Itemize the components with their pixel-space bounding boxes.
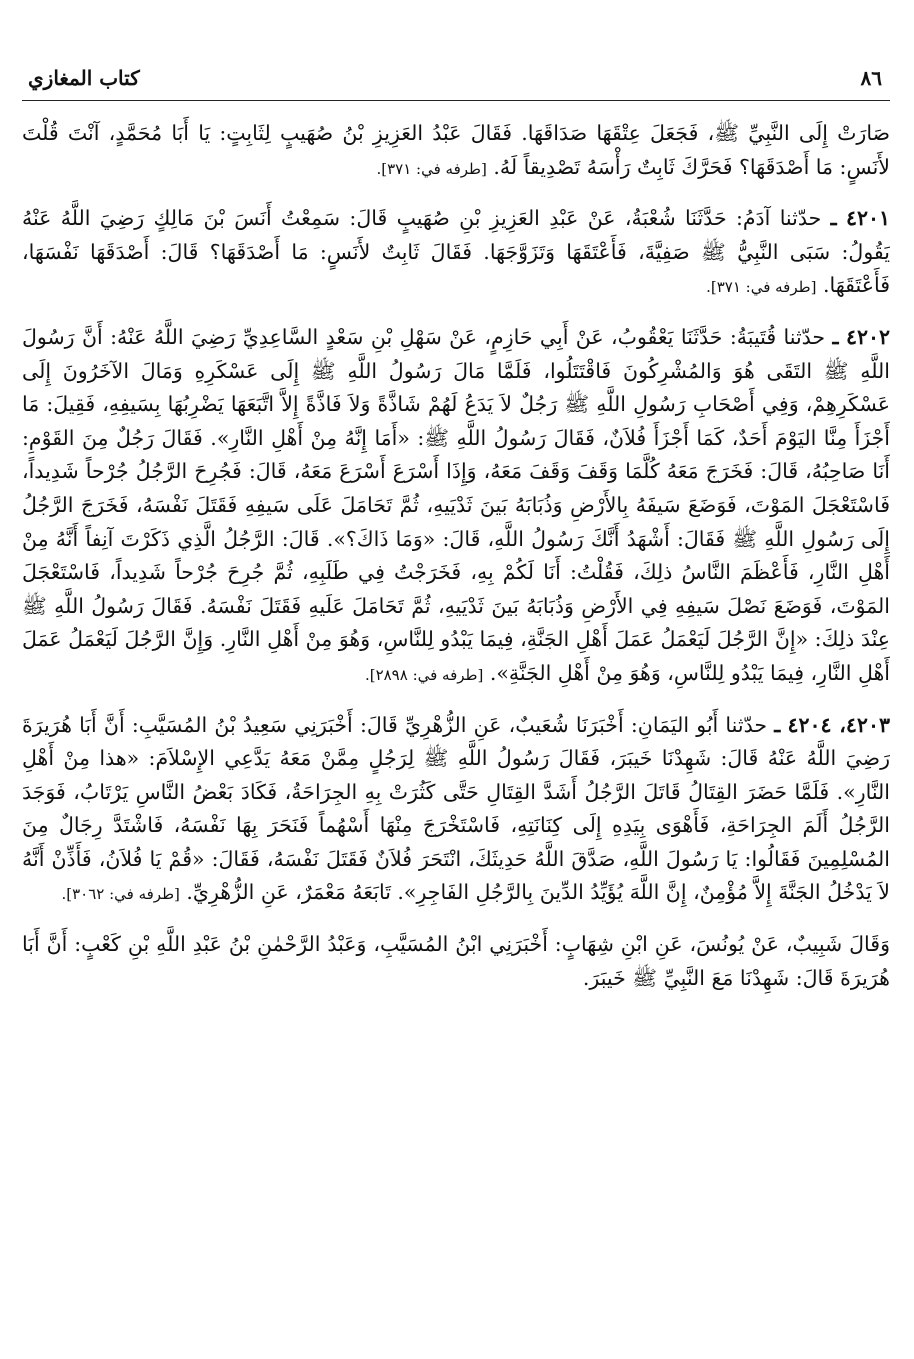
paragraph-text: وَقَالَ شَبِيبٌ، عَنْ يُونُسَ، عَنِ ابْنِ شِهَابٍ: أَخْبَرَنِي ابْنُ المُسَيَّبِ، وَعَبْدُ الرَّحْمٰنِ بْنُ عَبْدِ اللَّهِ بْنِ كَعْبٍ: أَنَّ أَبَا هُرَيرَةَ قَالَ: شَهِدْنَا مَعَ النَّبِيِّ ﷺ خَيبَرَ. (22, 932, 890, 990)
hadith-text: حدّثنا أَبُو اليَمَانِ: أَخْبَرَنَا شُعَيبٌ، عَنِ الزُّهْرِيِّ قَالَ: أَخْبَرَنِي سَعِيدُ بْنُ المُسَيَّبِ: أَنَّ أَبَا هُرَيرَةَ رَضِيَ اللَّهُ عَنْهُ قَالَ: شَهِدْنَا خَيبَرَ، فَقَالَ رَسُولُ اللَّهِ ﷺ لِرَجُلٍ مِمَّنْ مَعَهُ يَدَّعِي الإِسْلاَمَ: «هذا مِنْ أَهْلِ النَّارِ». فَلَمَّا حَضَرَ القِتَالُ قَاتَلَ الرَّجُلُ أَشَدَّ القِتَالِ حَتَّى كَثُرَتْ بِهِ الجِرَاحَةُ، فَكَادَ بَعْضُ النَّاسِ يَرْتَابُ، فَوَجَدَ الرَّجُلُ أَلَمَ الجِرَاحَةِ، فَأَهْوَى بِيَدِهِ إِلَى كِنَانَتِهِ، فَاسْتَخْرَجَ مِنْهَا أَسْهُماً فَنَحَرَ بِهَا نَفْسَهُ، فَاشْتَدَّ رِجَالٌ مِنَ المُسْلِمِينَ فَقَالُوا: يَا رَسُولَ اللَّهِ، صَدَّقَ اللَّهُ حَدِيثَكَ، انْتَحَرَ فُلاَنٌ فَقَتَلَ نَفْسَهُ، فَقَالَ: «قُمْ يَا فُلاَنُ، فَأَذِّنْ أَنَّهُ لاَ يَدْخُلُ الجَنَّةَ إِلاَّ مُؤْمِنٌ، إِنَّ اللَّهَ يُؤَيِّدُ الدِّينَ بِالرَّجُلِ الفَاجِرِ». تَابَعَهُ مَعْمَرٌ، عَنِ الزُّهْرِيِّ. (22, 712, 890, 905)
hadith-paragraph (22, 202, 890, 305)
hadith-paragraph (22, 709, 890, 913)
page-number: ٨٦ (860, 66, 882, 90)
text-paragraph (22, 117, 890, 186)
hadith-text: حدّثنا قُتَيبَةُ: حَدَّثَنَا يَعْقُوبُ، عَنْ أَبِي حَازِمٍ، عَنْ سَهْلِ بْنِ سَعْدٍ السَّاعِدِيِّ رَضِيَ اللَّهُ عَنْهُ: أَنَّ رَسُولَ اللَّهِ ﷺ التَقَى هُوَ وَالمُشْرِكُونَ فَاقْتَتَلُوا، فَلَمَّا مَالَ رَسُولُ اللَّهِ ﷺ إِلَى عَسْكَرِهِ وَمَالَ الآخَرُونَ إِلَى عَسْكَرِهِمْ، وَفِي أَصْحَابِ رَسُولِ اللَّهِ ﷺ رَجُلٌ لاَ يَدَعُ لَهُمْ شَاذَّةً وَلاَ فَاذَّةً إِلاَّ اتَّبَعَهَا يَضْرِبُهَا بِسَيفِهِ، فَقِيلَ: مَا أَجْزَأَ مِنَّا اليَوْمَ أَحَدٌ، كَمَا أَجْزَأَ فُلاَنٌ، فَقَالَ رَسُولُ اللَّهِ ﷺ: «أَمَا إِنَّهُ مِنْ أَهْلِ النَّارِ». فَقَالَ رَجُلٌ مِنَ القَوْمِ: أَنَا صَاحِبُهُ، قَالَ: فَخَرَجَ مَعَهُ كُلَّمَا وَقَفَ وَقَفَ مَعَهُ، وَإِذَا أَسْرَعَ أَسْرَعَ مَعَهُ، قَالَ: فَجُرِحَ الرَّجُلُ جُرْحاً شَدِيداً، فَاسْتَعْجَلَ المَوْتَ، فَوَضَعَ سَيفَهُ بِالأَرْضِ وَذُبَابَهُ بَينَ ثَدْيَيهِ، ثُمَّ تَحَامَلَ عَلَى سَيفِهِ فَقَتَلَ نَفْسَهُ، فَخَرَجَ الرَّجُلُ إِلَى رَسُولِ اللَّهِ ﷺ فَقَالَ: أَشْهَدُ أَنَّكَ رَسُولُ اللَّهِ، قَالَ: «وَمَا ذَاكَ؟». قَالَ: الرَّجُلُ الَّذِي ذَكَرْتَ آنِفاً أَنَّهُ مِنْ أَهْلِ النَّارِ، فَأَعْظَمَ النَّاسُ ذلِكَ، فَقُلْتُ: أَنَا لَكُمْ بِهِ، فَخَرَجْتُ فِي طَلَبِهِ، ثُمَّ جُرِحَ جُرْحاً شَدِيداً، فَاسْتَعْجَلَ المَوْتَ، فَوَضَعَ نَصْلَ سَيفِهِ فِي الأَرْضِ وَذُبَابَهُ بَينَ ثَدْيَيهِ، ثُمَّ تَحَامَلَ عَلَيهِ فَقَتَلَ نَفْسَهُ. فَقَالَ رَسُولُ اللَّهِ ﷺ عِنْدَ ذلِكَ: «إِنَّ الرَّجُلَ لَيَعْمَلُ عَمَلَ أَهْلِ الجَنَّةِ، فِيمَا يَبْدُو لِلنَّاسِ، وَهُوَ مِنْ أَهْلِ النَّارِ. وَإِنَّ الرَّجُلَ لَيَعْمَلُ عَمَلَ أَهْلِ النَّارِ، فِيمَا يَبْدُو لِلنَّاسِ، وَهُوَ مِنْ أَهْلِ الجَنَّةِ». (22, 324, 890, 685)
hadith-number: ٤٢٠٢ (845, 324, 890, 349)
hadith-paragraph (22, 321, 890, 693)
paragraph-text: صَارَتْ إِلَى النَّبِيِّ ﷺ، فَجَعَلَ عِتْقَهَا صَدَاقَهَا. فَقَالَ عَبْدُ العَزِيزِ بْنُ صُهَيبٍ لِثَابِتٍ: يَا أَبَا مُحَمَّدٍ، آنْتَ قُلْتَ لأَنَسٍ: مَا أَصْدَقَهَا؟ فَحَرَّكَ ثَابِتٌ رَأْسَهُ تَصْدِيقاً لَهُ. (22, 121, 890, 179)
hadith-number: ٤٢٠١ (845, 206, 890, 231)
number-separator: ـ (774, 712, 781, 737)
page-content (22, 101, 890, 997)
cross-reference: [طرفه في: ٣٧١]. (706, 278, 817, 297)
text-paragraph (22, 928, 890, 997)
cross-reference: [طرفه في: ٣٧١]. (376, 159, 487, 178)
page-header (22, 60, 890, 101)
hadith-number: ٤٢٠٣، ٤٢٠٤ (787, 712, 890, 737)
number-separator: ـ (830, 206, 837, 231)
cross-reference: [طرفه في: ٣٠٦٢]. (61, 885, 180, 904)
hadith-text: حدّثنا آدَمُ: حَدَّثَنَا شُعْبَةُ، عَنْ عَبْدِ العَزِيزِ بْنِ صُهَيبٍ قَالَ: سَمِعْتُ أَنَسَ بْنَ مَالِكٍ رَضِيَ اللَّهُ عَنْهُ يَقُولُ: سَبَى النَّبِيُّ ﷺ صَفِيَّةَ، فَأَعْتَقَهَا وَتَزَوَّجَهَا. فَقَالَ ثَابِتٌ لأَنَسٍ: مَا أَصْدَقَهَا؟ قَالَ: أَصْدَقَهَا نَفْسَهَا، فَأَعْتَقَهَا. (22, 206, 890, 298)
number-separator: ـ (832, 324, 839, 349)
book-page (22, 60, 890, 1340)
cross-reference: [طرفه في: ٢٨٩٨]. (364, 665, 484, 684)
book-title: كتاب المغازي (28, 66, 140, 90)
